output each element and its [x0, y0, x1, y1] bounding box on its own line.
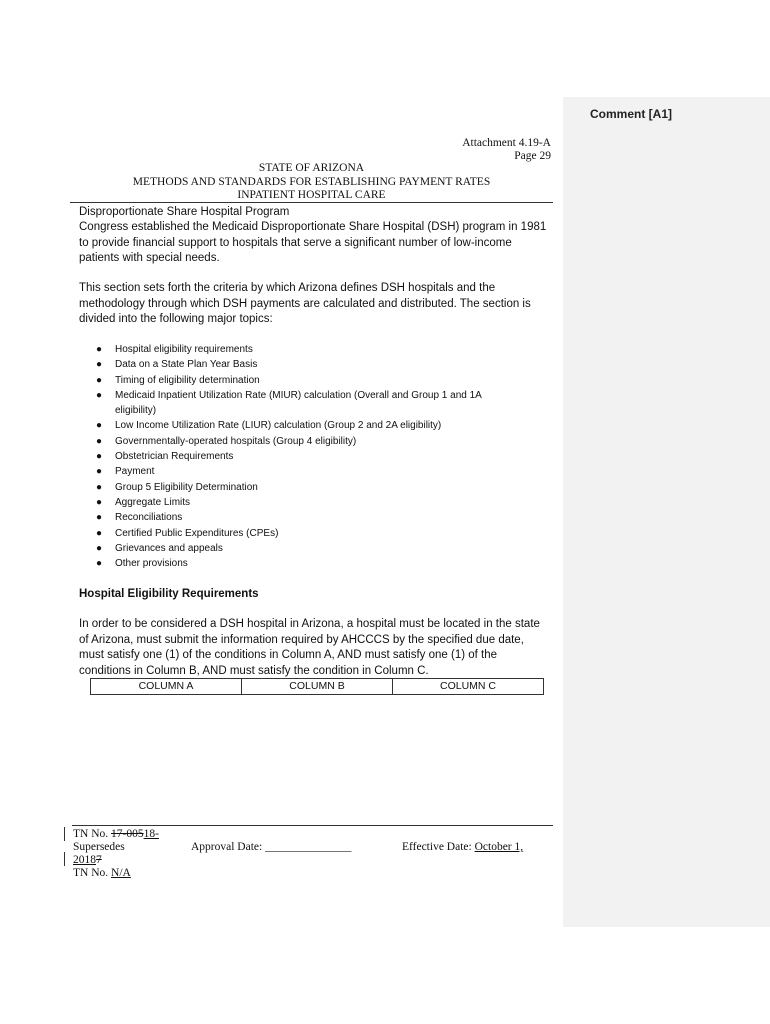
column-c-header: COLUMN C: [392, 679, 543, 694]
supersedes-label: Supersedes: [73, 841, 125, 853]
approval-date: Approval Date: _______________: [191, 841, 352, 853]
change-bar: [64, 827, 65, 841]
tn-number-2: TN No. N/A: [73, 867, 131, 879]
scope-paragraph: This section sets forth the criteria by which Arizona defines DSH hospitals and the methodology through which DSH payments are calculated and distributed. The section is divided into the following major topics:: [79, 282, 531, 325]
list-item: ● Reconciliations: [96, 512, 183, 524]
tn-old: 17-005: [111, 828, 144, 840]
footer-rule: [72, 825, 553, 826]
list-item: ● Obstetrician Requirements: [96, 451, 234, 463]
comment-sidebar: [563, 97, 770, 927]
columns-table: [90, 678, 544, 695]
state-heading: STATE OF ARIZONA: [258, 162, 365, 174]
list-item: ● Payment: [96, 466, 155, 478]
effective-date: Effective Date: October 1,: [402, 841, 524, 853]
list-item: ● Grievances and appeals: [96, 542, 223, 554]
supersedes-year: 20187: [73, 854, 102, 866]
page-number: Page 29: [514, 150, 551, 162]
list-item: ● Other provisions: [96, 558, 188, 570]
intro-paragraph: Congress established the Medicaid Disproportionate Share Hospital (DSH) program in 1981 to provide financial support to hospitals that serve a significant number of low-income patients with special needs.: [79, 221, 547, 264]
list-item: ● Group 5 Eligibility Determination: [96, 481, 258, 493]
list-item: ● Hospital eligibility requirements: [96, 344, 253, 355]
section-title: Disproportionate Share Hospital Program: [79, 206, 290, 218]
eligibility-heading: Hospital Eligibility Requirements: [79, 588, 259, 600]
topics-list: [96, 342, 516, 571]
tn-new: 18-: [143, 828, 159, 840]
list-item: ● Certified Public Expenditures (CPEs): [96, 527, 279, 539]
list-item: ● Governmentally-operated hospitals (Group 4 eligibility): [96, 435, 357, 447]
list-item: ● Data on a State Plan Year Basis: [96, 359, 258, 371]
comment-label: Comment [A1]: [590, 107, 673, 121]
list-item: ● Medicaid Inpatient Utilization Rate (MIUR) calculation (Overall and Group 1 and 1A eligibility): [96, 389, 482, 417]
list-item: ● Low Income Utilization Rate (LIUR) calculation (Group 2 and 2A eligibility): [96, 420, 442, 432]
attachment-label: Attachment 4.19-A: [462, 137, 551, 149]
tn-number: TN No. 17-00518-: [73, 828, 159, 840]
care-heading: INPATIENT HOSPITAL CARE: [237, 189, 386, 201]
list-item: ● Timing of eligibility determination: [96, 374, 260, 386]
column-b-header: COLUMN B: [241, 679, 392, 694]
methods-heading: METHODS AND STANDARDS FOR ESTABLISHING PAYMENT RATES: [132, 176, 491, 188]
eligibility-paragraph: In order to be considered a DSH hospital in Arizona, a hospital must be located in the state of Arizona, must submit the information required by AHCCCS by the specified due date, must satisfy one (1) of the conditions in Column A, AND must satisfy one (1) of the conditions in Column B, AND must satisfy the condition in Column C.: [79, 618, 540, 677]
header-rule: [70, 202, 553, 203]
list-item: ● Aggregate Limits: [96, 496, 191, 508]
change-bar: [64, 852, 65, 866]
column-a-header: COLUMN A: [138, 680, 194, 692]
